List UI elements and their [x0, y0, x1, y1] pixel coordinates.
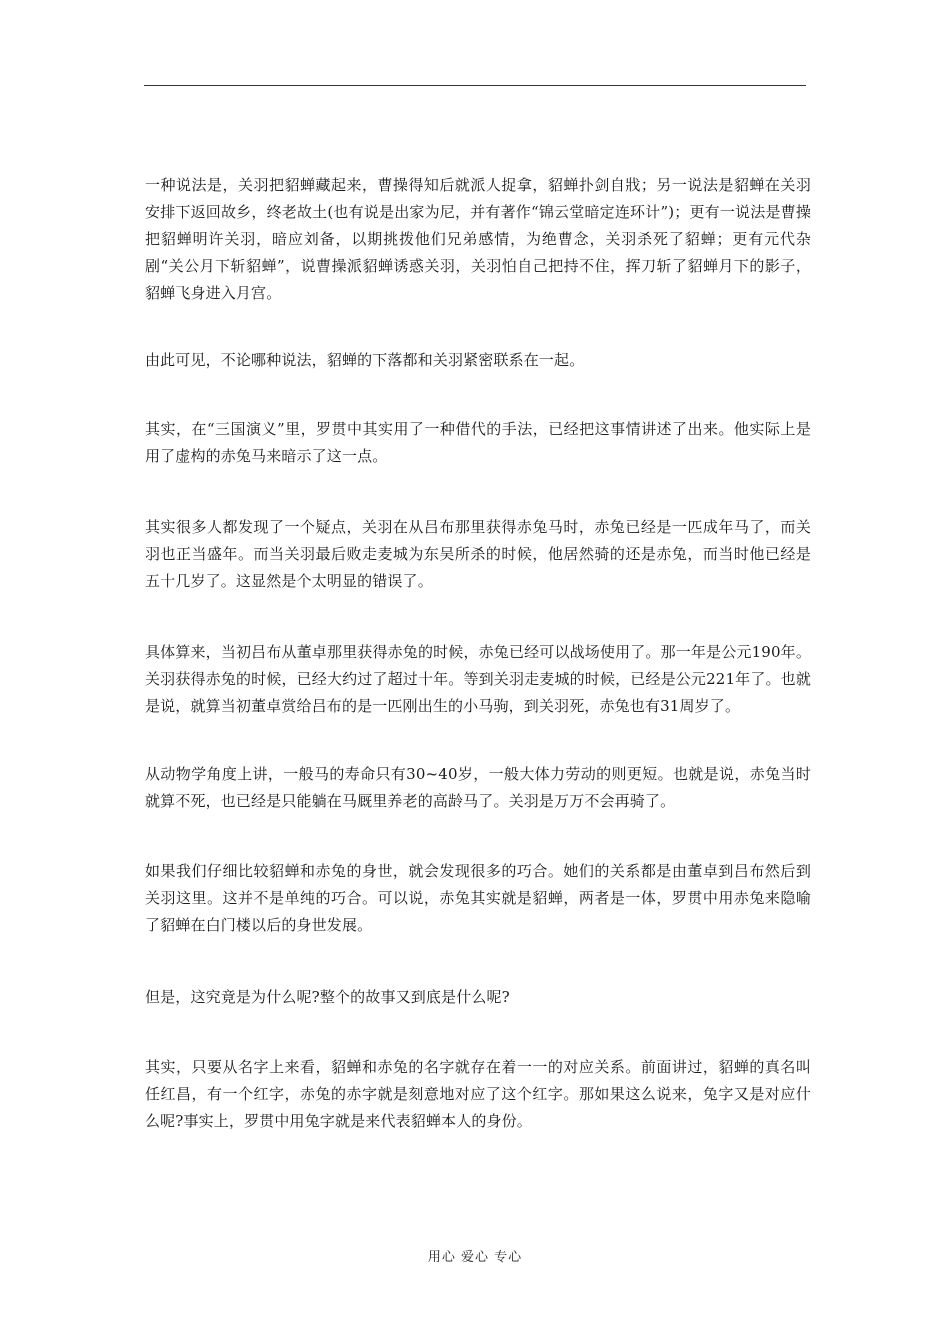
- paragraph: 由此可见，不论哪种说法，貂蝉的下落都和关羽紧密联系在一起。: [145, 351, 585, 369]
- paragraph: 从动物学角度上讲，一般马的寿命只有30~40岁，一般大体力劳动的则更短。也就是说，赤兔当时就算不死，也已经是只能躺在马厩里养老的高龄马了。关羽是万万不会再骑了。: [145, 765, 811, 810]
- page-footer: 用心 爱心 专心: [427, 1250, 523, 1265]
- paragraph: 具体算来，当初吕布从董卓那里获得赤兔的时候，赤兔已经可以战场使用了。那一年是公元190年。关羽获得赤兔的时候，已经大约过了超过十年。等到关羽走麦城的时候，已经是公元221年了。也就是说，就算当初董卓赏给吕布的是一匹刚出生的小马驹，到关羽死，赤兔也有31周岁了。: [145, 643, 811, 715]
- paragraph: 其实，在“三国演义”里，罗贯中其实用了一种借代的手法，已经把这事情讲述了出来。他实际上是用了虚构的赤兔马来暗示了这一点。: [145, 420, 811, 465]
- paragraph: 如果我们仔细比较貂蝉和赤兔的身世，就会发现很多的巧合。她们的关系都是由董卓到吕布然后到关羽这里。这并不是单纯的巧合。可以说，赤兔其实就是貂蝉，两者是一体，罗贯中用赤兔来隐喻了貂蝉在白门楼以后的身世发展。: [145, 862, 811, 934]
- paragraph: 其实，只要从名字上来看，貂蝉和赤兔的名字就存在着一一的对应关系。前面讲过，貂蝉的真名叫任红昌，有一个红字，赤兔的赤字就是刻意地对应了这个红字。那如果这么说来，兔字又是对应什么呢?事实上，罗贯中用兔字就是来代表貂蝉本人的身份。: [145, 1058, 811, 1130]
- document-body: [145, 172, 811, 1135]
- header-rule: [144, 85, 806, 86]
- paragraph: 一种说法是，关羽把貂蝉藏起来，曹操得知后就派人捉拿，貂蝉扑剑自戕；另一说法是貂蝉在关羽安排下返回故乡，终老故土(也有说是出家为尼，并有著作“锦云堂暗定连环计”)；更有一说法是曹操把貂蝉明许关羽，暗应刘备，以期挑拨他们兄弟感情，为绝曹念，关羽杀死了貂蝉；更有元代杂剧“关公月下斩貂蝉”，说曹操派貂蝉诱惑关羽，关羽怕自己把持不住，挥刀斩了貂蝉月下的影子，貂蝉飞身进入月宫。: [145, 176, 811, 302]
- paragraph: 但是，这究竟是为什么呢?整个的故事又到底是什么呢?: [145, 988, 510, 1006]
- paragraph: 其实很多人都发现了一个疑点，关羽在从吕布那里获得赤兔马时，赤兔已经是一匹成年马了，而关羽也正当盛年。而当关羽最后败走麦城为东吴所杀的时候，他居然骑的还是赤兔，而当时他已经是五十几岁了。这显然是个太明显的错误了。: [145, 518, 811, 590]
